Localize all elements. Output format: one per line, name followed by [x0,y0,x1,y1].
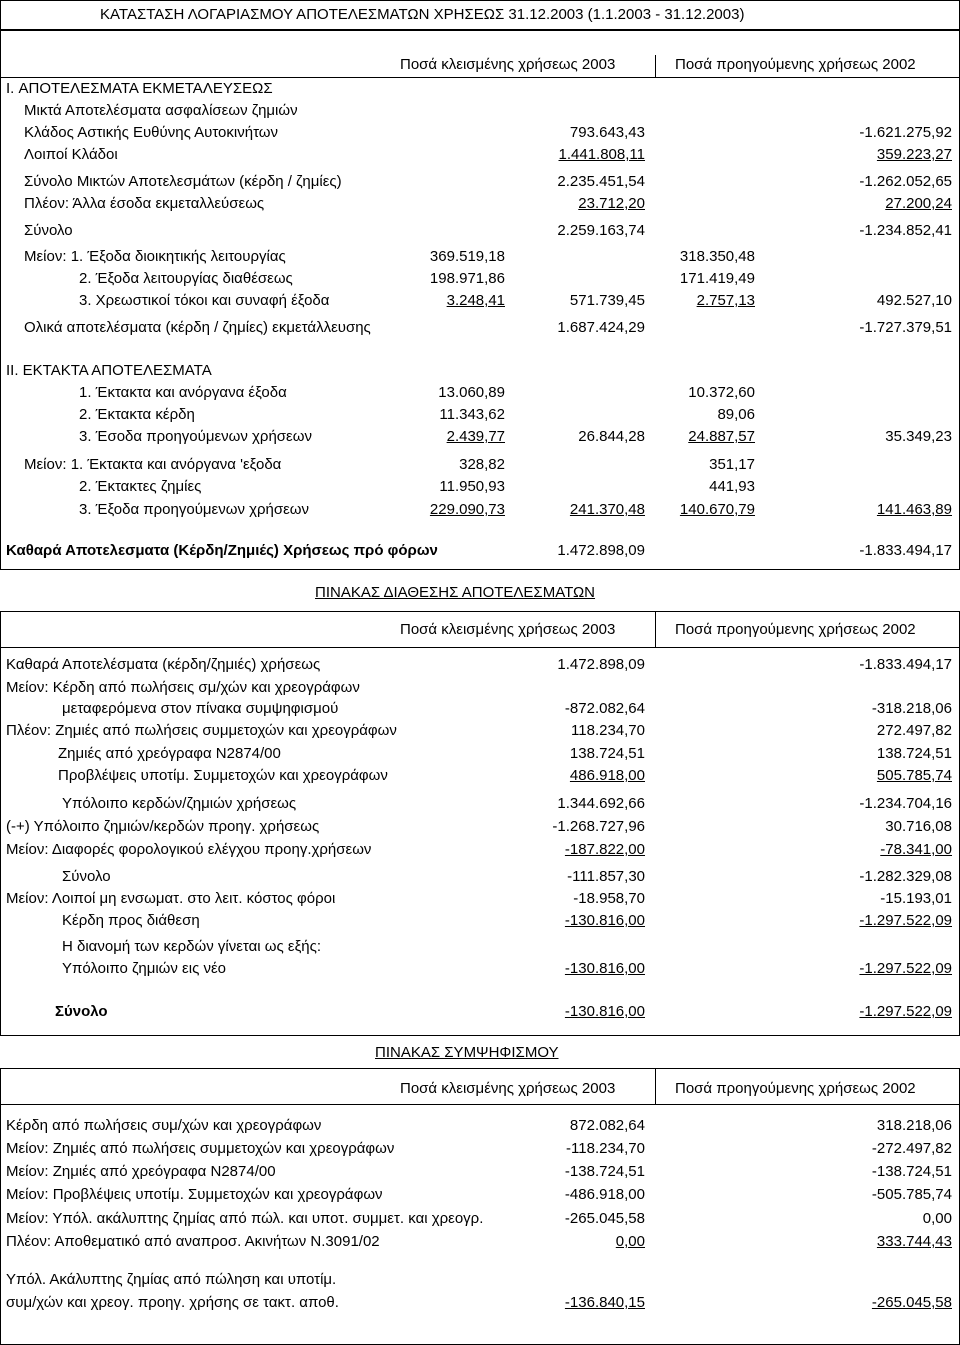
distribution-row-label: Υπόλοιπο κερδών/ζημιών χρήσεως [62,795,297,812]
col-header-previous: Ποσά προηγούμενης χρήσεως 2002 [675,56,916,73]
distribution-row-previous: 138.724,51 [876,745,952,762]
row-label: Ολικά αποτελέσματα (κέρδη / ζημίες) εκμετάλλευσης [24,319,371,336]
distribution-row-previous: -318.218,06 [871,700,952,717]
offset-row-previous: -138.724,51 [871,1163,952,1180]
col-header-current: Ποσά κλεισμένης χρήσεως 2003 [400,56,616,73]
offset-row-label: Μείον: Υπόλ. ακάλυπτης ζημίας από πώλ. και υποτ. συμμετ. και χρεογρ. [6,1210,484,1227]
distribution-row-current: -130.816,00 [564,960,645,977]
offset-row-current: -118.234,70 [566,1140,645,1157]
distribution-row-label: Πλέον: Ζημιές από πωλήσεις συμμετοχών και χρεογράφων [6,722,397,739]
distribution-row-label: Η διανομή των κερδών γίνεται ως εξής: [62,938,322,955]
distribution-row-previous: -1.234.704,16 [859,795,952,812]
offset-footer-previous: -265.045,58 [871,1294,952,1311]
offset-row-label: Μείον: Ζημιές από πωλήσεις συμμετοχών και χρεογράφων [6,1140,395,1157]
distribution-row-current: 1.344.692,66 [557,795,645,812]
distribution-row-label: Σύνολο [62,868,111,885]
row-value-sub-current: 369.519,18 [429,248,505,265]
row-value-sub-current: 11.343,62 [439,406,505,423]
row-label: 2. Έκτακτα κέρδη [79,406,195,423]
distribution-row-previous: -1.297.522,09 [859,960,952,977]
row-value-sub-previous: 10.372,60 [688,384,755,401]
col-header-current: Ποσά κλεισμένης χρήσεως 2003 [400,621,616,638]
row-value-sub-previous: 89,06 [717,406,755,423]
distribution-row-label: Σύνολο [55,1003,108,1020]
row-label: 3. Έσοδα προηγούμενων χρήσεων [79,428,312,445]
col-header-previous: Ποσά προηγούμενης χρήσεως 2002 [675,1080,916,1097]
col-divider-3 [655,1068,656,1104]
distribution-row-current: -1.268.727,96 [552,818,645,835]
distribution-row-label: Μείον: Λοιποί μη ενσωματ. στο λειτ. κόστος φόροι [6,890,336,907]
row-value-previous: 27.200,24 [885,195,952,212]
row-label: Μείον: 1. Έκτακτα και ανόργανα 'εξοδα [24,456,282,473]
row-value-sub-current: 3.248,41 [446,292,505,309]
offset-row-previous: 333.744,43 [876,1233,952,1250]
distribution-row-current: -872.082,64 [564,700,645,717]
row-value-sub-current: 198.971,86 [429,270,505,287]
offset-row-current: -138.724,51 [564,1163,645,1180]
distribution-heading: ΠΙΝΑΚΑΣ ΔΙΑΘΕΣΗΣ ΑΠΟΤΕΛΕΣΜΑΤΩΝ [315,584,596,601]
distribution-row-label: Κέρδη προς διάθεση [62,912,200,929]
row-value-previous: -1.621.275,92 [859,124,952,141]
row-value-current: 571.739,45 [569,292,645,309]
row-value-sub-previous: 2.757,13 [696,292,755,309]
offset-footer-line-1: Υπόλ. Ακάλυπτης ζημίας από πώληση και υποτίμ. [6,1271,337,1288]
offset-row-previous: -505.785,74 [871,1186,952,1203]
offset-row-label: Κέρδη από πωλήσεις συμ/χών και χρεογράφων [6,1117,322,1134]
distribution-row-current: 486.918,00 [569,767,645,784]
header-rule [0,77,960,78]
row-value-sub-current: 2.439,77 [446,428,505,445]
row-value-current: 1.441.808,11 [558,146,645,163]
row-label: Μείον: 1. Έξοδα διοικητικής λειτουργίας [24,248,286,265]
distribution-row-current: 118.234,70 [571,722,645,739]
row-value-current: 793.643,43 [569,124,645,141]
distribution-row-previous: 505.785,74 [876,767,952,784]
net-result-label: Καθαρά Αποτελεσματα (Κέρδη/Ζημιές) Χρήσεως πρό φόρων [6,542,438,559]
row-value-previous: 141.463,89 [876,501,952,518]
row-value-sub-current: 229.090,73 [429,501,505,518]
row-value-sub-previous: 318.350,48 [679,248,755,265]
distribution-row-current: -130.816,00 [564,912,645,929]
section-2-heading: II. ΕΚΤΑΚΤΑ ΑΠΟΤΕΛΕΣΜΑΤΑ [6,362,212,379]
offset-row-label: Πλέον: Αποθεματικό από αναπροσ. Ακινήτων Ν.3091/02 [6,1233,380,1250]
row-value-sub-previous: 351,17 [709,456,755,473]
offset-heading: ΠΙΝΑΚΑΣ ΣΥΜΨΗΦΙΣΜΟΥ [375,1044,559,1061]
row-value-previous: -1.234.852,41 [859,222,952,239]
col-divider-1 [655,55,656,77]
row-value-sub-current: 13.060,89 [438,384,505,401]
row-label: 1. Έκτακτα και ανόργανα έξοδα [79,384,287,401]
distribution-row-previous: -78.341,00 [880,841,952,858]
distribution-row-label: μεταφερόμενα στον πίνακα συμψηφισμού [62,700,339,717]
distribution-row-previous: -1.297.522,09 [859,912,952,929]
offset-row-current: 872.082,64 [569,1117,645,1134]
distribution-row-current: 138.724,51 [569,745,645,762]
row-value-sub-previous: 24.887,57 [688,428,755,445]
distribution-row-label: Μείον: Κέρδη από πωλήσεις σμ/χών και χρεογράφων [6,679,360,696]
distribution-row-current: -18.958,70 [573,890,645,907]
distribution-row-previous: 272.497,82 [876,722,952,739]
row-value-current: 2.259.163,74 [557,222,645,239]
row-label: Σύνολο [24,222,73,239]
distribution-row-current: -111.857,30 [567,868,645,885]
row-value-current: 1.687.424,29 [557,319,645,336]
row-value-current: 26.844,28 [578,428,645,445]
distribution-row-previous: 30.716,08 [885,818,952,835]
distribution-row-label: Μείον: Διαφορές φορολογικού ελέγχου προηγ.χρήσεων [6,841,372,858]
row-label: 2. Έκτακτες ζημίες [79,478,202,495]
distribution-header-rule [0,647,960,648]
offset-row-previous: 0,00 [922,1210,952,1227]
offset-row-label: Μείον: Ζημιές από χρεόγραφα Ν2874/00 [6,1163,276,1180]
row-label: Κλάδος Αστικής Ευθύνης Αυτοκινήτων [24,124,278,141]
row-label: Πλέον: Άλλα έσοδα εκμεταλλεύσεως [24,195,265,212]
distribution-row-label: Υπόλοιπο ζημιών εις νέο [62,960,226,977]
offset-row-current: -265.045,58 [564,1210,645,1227]
offset-row-current: -486.918,00 [564,1186,645,1203]
distribution-row-previous: -1.282.329,08 [859,868,952,885]
row-value-previous: 492.527,10 [876,292,952,309]
net-result-current: 1.472.898,09 [557,542,645,559]
col-divider-2 [655,611,656,647]
row-value-sub-current: 328,82 [459,456,505,473]
distribution-row-label: Καθαρά Αποτελέσματα (κέρδη/ζημιές) χρήσεως [6,656,321,673]
net-result-previous: -1.833.494,17 [859,542,952,559]
col-header-previous: Ποσά προηγούμενης χρήσεως 2002 [675,621,916,638]
offset-footer-label: συμ/χών και χρεογ. προηγ. χρήσης σε τακτ. αποθ. [6,1294,339,1311]
offset-row-current: 0,00 [615,1233,645,1250]
row-value-previous: -1.727.379,51 [859,319,952,336]
row-label: 3. Έξοδα προηγούμενων χρήσεων [79,501,310,518]
offset-header-rule [0,1104,960,1105]
distribution-row-current: -130.816,00 [564,1003,645,1020]
row-value-sub-current: 11.950,93 [439,478,505,495]
distribution-row-previous: -1.297.522,09 [859,1003,952,1020]
col-header-current: Ποσά κλεισμένης χρήσεως 2003 [400,1080,616,1097]
row-value-current: 2.235.451,54 [557,173,645,190]
distribution-row-label: Ζημιές από χρεόγραφα Ν2874/00 [58,745,281,762]
distribution-row-previous: -1.833.494,17 [859,656,952,673]
row-value-sub-previous: 171.419,49 [679,270,755,287]
distribution-row-label: Προβλέψεις υποτίμ. Συμμετοχών και χρεογράφων [58,767,388,784]
row-value-current: 23.712,20 [578,195,645,212]
distribution-row-current: -187.822,00 [564,841,645,858]
distribution-row-label: (-+) Υπόλοιπο ζημιών/κερδών προηγ. χρήσεως [6,818,320,835]
distribution-row-previous: -15.193,01 [880,890,952,907]
section-1-subheading: Μικτά Αποτελέσματα ασφαλίσεων ζημιών [24,102,298,119]
row-value-sub-previous: 441,93 [709,478,755,495]
row-label: Λοιποί Κλάδοι [24,146,118,163]
row-label: 2. Έξοδα λειτουργίας διαθέσεως [79,270,293,287]
row-value-sub-previous: 140.670,79 [679,501,755,518]
row-label: 3. Χρεωστικοί τόκοι και συναφή έξοδα [79,292,330,309]
row-value-previous: -1.262.052,65 [859,173,952,190]
row-value-previous: 35.349,23 [885,428,952,445]
offset-row-label: Μείον: Προβλέψεις υποτίμ. Συμμετοχών και χρεογράφων [6,1186,383,1203]
row-value-current: 241.370,48 [569,501,645,518]
page-title: ΚΑΤΑΣΤΑΣΗ ΛΟΓΑΡΙΑΣΜΟΥ ΑΠΟΤΕΛΕΣΜΑΤΩΝ ΧΡΗΣΕΩΣ 31.12.2003 (1.1.2003 - 31.12.2003) [100,6,745,23]
offset-row-previous: -272.497,82 [871,1140,952,1157]
offset-footer-current: -136.840,15 [564,1294,645,1311]
offset-row-previous: 318.218,06 [876,1117,952,1134]
distribution-row-current: 1.472.898,09 [557,656,645,673]
row-value-previous: 359.223,27 [876,146,952,163]
section-1-heading: I. ΑΠΟΤΕΛΕΣΜΑΤΑ ΕΚΜΕΤΑΛΕΥΣΕΩΣ [6,80,273,97]
row-label: Σύνολο Μικτών Αποτελεσμάτων (κέρδη / ζημίες) [24,173,342,190]
